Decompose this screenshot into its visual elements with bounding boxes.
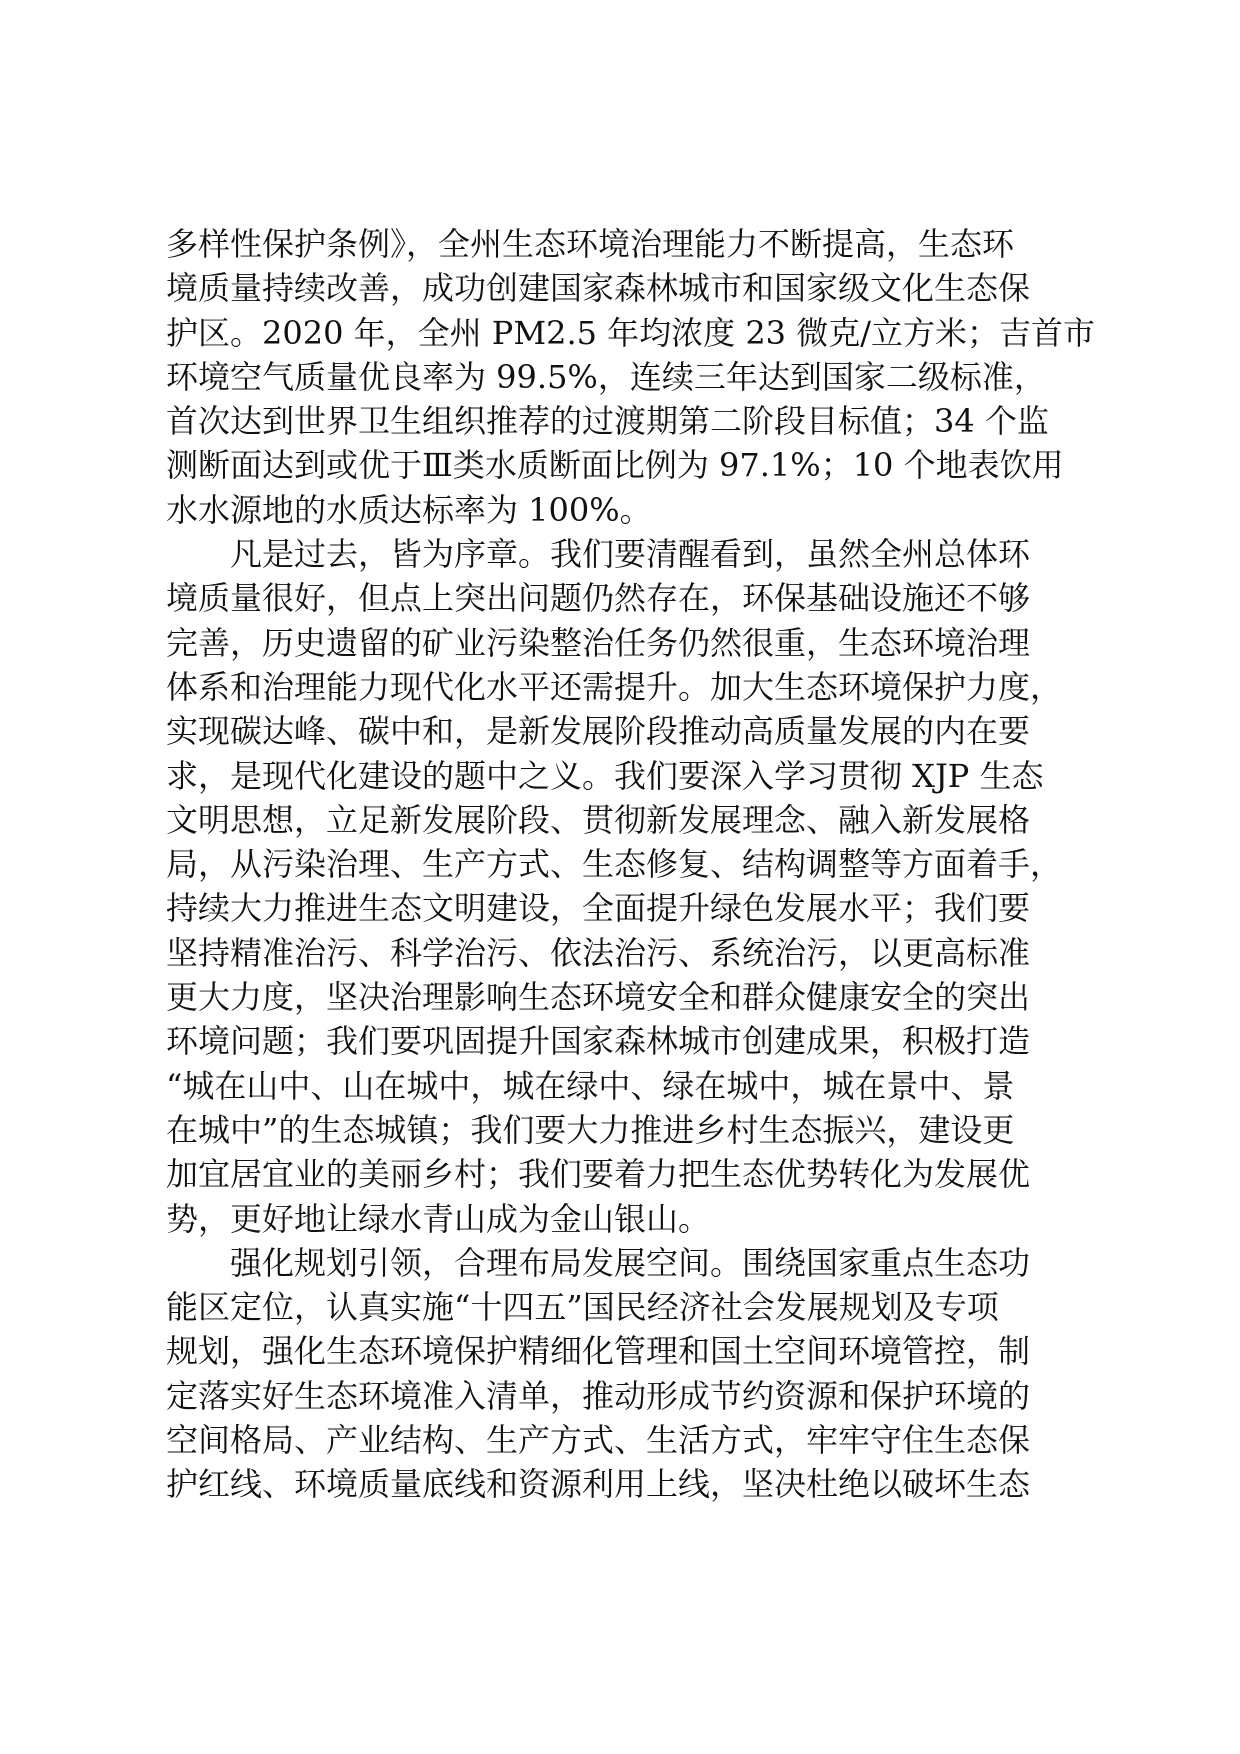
text-line: 在城中”的生态城镇；我们要大力推进乡村生态振兴，建设更 — [166, 1110, 1015, 1149]
text-line: 持续大力推进生态文明建设，全面提升绿色发展水平；我们要 — [166, 889, 1031, 928]
text-line: 多样性保护条例》，全州生态环境治理能力不断提高，生态环 — [166, 225, 1015, 263]
text-line: “城在山中、山在城中，城在绿中、绿在城中，城在景中、景 — [166, 1066, 1015, 1105]
text-line: 护红线、环境质量底线和资源利用上线，坚决杜绝以破坏生态 — [166, 1465, 1031, 1504]
text-line: 加宜居宜业的美丽乡村；我们要着力把生态优势转化为发展优 — [166, 1155, 1031, 1194]
text-line: 文明思想，立足新发展阶段、贯彻新发展理念、融入新发展格 — [166, 800, 1031, 839]
text-line: 凡是过去，皆为序章。我们要清醒看到，虽然全州总体环 — [230, 535, 1031, 574]
text-line: 规划，强化生态环境保护精细化管理和国土空间环境管控，制 — [166, 1332, 1031, 1371]
text-line: 空间格局、产业结构、生产方式、生活方式，牢牢守住生态保 — [166, 1421, 1031, 1460]
text-line: 水水源地的水质达标率为 100%。 — [166, 490, 652, 529]
text-line: 环境问题；我们要巩固提升国家森林城市创建成果，积极打造 — [166, 1022, 1031, 1061]
text-line: 环境空气质量优良率为 99.5%，连续三年达到国家二级标准， — [166, 357, 1046, 396]
text-line: 首次达到世界卫生组织推荐的过渡期第二阶段目标值；34 个监 — [166, 402, 1049, 441]
text-line: 测断面达到或优于Ⅲ类水质断面比例为 97.1%；10 个地表饮用 — [166, 446, 1064, 485]
text-line: 体系和治理能力现代化水平还需提升。加大生态环境保护力度， — [166, 667, 1063, 706]
text-line: 定落实好生态环境准入清单，推动形成节约资源和保护环境的 — [166, 1376, 1031, 1415]
text-line: 更大力度，坚决治理影响生态环境安全和群众健康安全的突出 — [166, 978, 1031, 1017]
text-line: 求，是现代化建设的题中之义。我们要深入学习贯彻 XJP 生态 — [166, 756, 1044, 795]
text-line: 实现碳达峰、碳中和，是新发展阶段推动高质量发展的内在要 — [166, 712, 1031, 751]
text-line: 坚持精准治污、科学治污、依法治污、系统治污，以更高标准 — [166, 933, 1031, 972]
text-line: 境质量持续改善，成功创建国家森林城市和国家级文化生态保 — [166, 269, 1031, 308]
body-text — [166, 222, 1096, 1507]
text-line: 强化规划引领，合理布局发展空间。围绕国家重点生态功 — [230, 1243, 1031, 1282]
text-line: 局，从污染治理、生产方式、生态修复、结构调整等方面着手， — [166, 845, 1063, 884]
text-line: 完善，历史遗留的矿业污染整治任务仍然很重，生态环境治理 — [166, 623, 1031, 662]
text-line: 护区。2020 年，全州 PM2.5 年均浓度 23 微克/立方米；吉首市 — [166, 313, 1095, 352]
text-line: 能区定位，认真实施“十四五”国民经济社会发展规划及专项 — [166, 1288, 999, 1327]
text-line: 势，更好地让绿水青山成为金山银山。 — [166, 1199, 711, 1238]
text-line: 境质量很好，但点上突出问题仍然存在，环保基础设施还不够 — [166, 579, 1031, 618]
